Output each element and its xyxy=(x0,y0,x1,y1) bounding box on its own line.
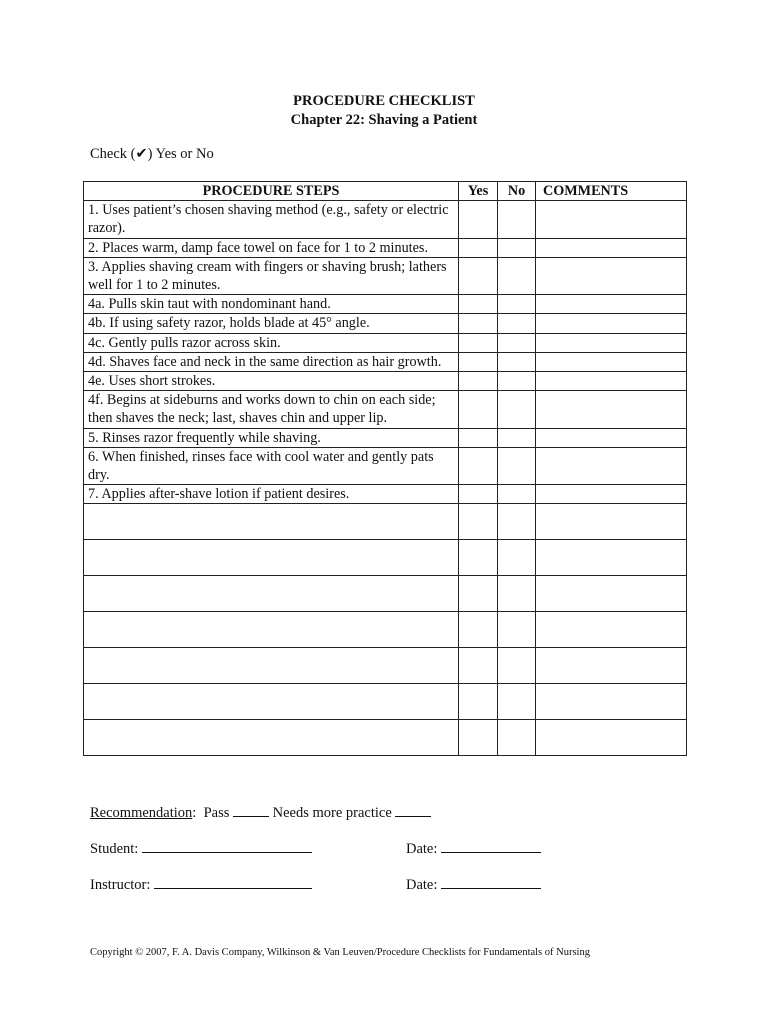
comment-cell[interactable] xyxy=(536,684,687,720)
yes-checkbox-cell[interactable] xyxy=(459,257,498,294)
blank-step-cell[interactable] xyxy=(84,540,459,576)
yes-checkbox-cell[interactable] xyxy=(459,612,498,648)
no-checkbox-cell[interactable] xyxy=(498,612,536,648)
no-checkbox-cell[interactable] xyxy=(498,648,536,684)
step-text: 5. Rinses razor frequently while shaving. xyxy=(84,428,459,447)
comment-cell[interactable] xyxy=(536,428,687,447)
comment-cell[interactable] xyxy=(536,257,687,294)
page-title: PROCEDURE CHECKLIST xyxy=(293,93,475,109)
blank-row xyxy=(84,540,687,576)
no-checkbox-cell[interactable] xyxy=(498,238,536,257)
table-row xyxy=(84,447,687,484)
yes-checkbox-cell[interactable] xyxy=(459,372,498,391)
yes-checkbox-cell[interactable] xyxy=(459,504,498,540)
pass-blank[interactable] xyxy=(233,802,269,817)
no-checkbox-cell[interactable] xyxy=(498,257,536,294)
no-checkbox-cell[interactable] xyxy=(498,720,536,756)
yes-checkbox-cell[interactable] xyxy=(459,333,498,352)
date-label: Date: xyxy=(406,841,438,857)
table-row xyxy=(84,428,687,447)
table-row xyxy=(84,333,687,352)
table-row xyxy=(84,485,687,504)
column-header-steps: PROCEDURE STEPS xyxy=(84,182,459,201)
table-header-row xyxy=(84,182,687,201)
instructor-date-blank[interactable] xyxy=(441,874,541,889)
column-header-no: No xyxy=(498,182,536,201)
no-checkbox-cell[interactable] xyxy=(498,576,536,612)
blank-step-cell[interactable] xyxy=(84,720,459,756)
recommendation-line xyxy=(90,802,431,822)
pass-label: Pass xyxy=(203,805,230,821)
blank-row xyxy=(84,576,687,612)
comment-cell[interactable] xyxy=(536,576,687,612)
comment-cell[interactable] xyxy=(536,504,687,540)
step-text: 4a. Pulls skin taut with nondominant hand. xyxy=(84,295,459,314)
yes-checkbox-cell[interactable] xyxy=(459,428,498,447)
table-row xyxy=(84,314,687,333)
recommendation-label: Recommendation xyxy=(90,805,193,821)
no-checkbox-cell[interactable] xyxy=(498,372,536,391)
yes-checkbox-cell[interactable] xyxy=(459,201,498,238)
yes-checkbox-cell[interactable] xyxy=(459,314,498,333)
comment-cell[interactable] xyxy=(536,201,687,238)
blank-row xyxy=(84,612,687,648)
no-checkbox-cell[interactable] xyxy=(498,428,536,447)
student-name-blank[interactable] xyxy=(142,838,312,853)
step-text: 4b. If using safety razor, holds blade at 45° angle. xyxy=(84,314,459,333)
no-checkbox-cell[interactable] xyxy=(498,485,536,504)
yes-checkbox-cell[interactable] xyxy=(459,238,498,257)
instructor-name-blank[interactable] xyxy=(154,874,312,889)
table-body xyxy=(84,201,687,756)
no-checkbox-cell[interactable] xyxy=(498,333,536,352)
step-text: 4e. Uses short strokes. xyxy=(84,372,459,391)
blank-row xyxy=(84,684,687,720)
student-signature-line xyxy=(90,838,312,858)
yes-checkbox-cell[interactable] xyxy=(459,540,498,576)
no-checkbox-cell[interactable] xyxy=(498,201,536,238)
step-text: 3. Applies shaving cream with fingers or shaving brush; lathers well for 1 to 2 minutes. xyxy=(84,257,459,294)
no-checkbox-cell[interactable] xyxy=(498,352,536,371)
student-label: Student: xyxy=(90,841,139,857)
comment-cell[interactable] xyxy=(536,540,687,576)
step-text: 1. Uses patient’s chosen shaving method (e.g., safety or electric razor). xyxy=(84,201,459,238)
blank-step-cell[interactable] xyxy=(84,504,459,540)
step-text: 4d. Shaves face and neck in the same direction as hair growth. xyxy=(84,352,459,371)
no-checkbox-cell[interactable] xyxy=(498,391,536,428)
yes-checkbox-cell[interactable] xyxy=(459,684,498,720)
no-checkbox-cell[interactable] xyxy=(498,314,536,333)
comment-cell[interactable] xyxy=(536,612,687,648)
column-header-comments: COMMENTS xyxy=(536,182,687,201)
blank-step-cell[interactable] xyxy=(84,684,459,720)
comment-cell[interactable] xyxy=(536,333,687,352)
comment-cell[interactable] xyxy=(536,648,687,684)
step-text: 2. Places warm, damp face towel on face for 1 to 2 minutes. xyxy=(84,238,459,257)
column-header-yes: Yes xyxy=(459,182,498,201)
step-text: 4c. Gently pulls razor across skin. xyxy=(84,333,459,352)
instructor-date-line xyxy=(406,874,541,894)
yes-checkbox-cell[interactable] xyxy=(459,295,498,314)
table-row xyxy=(84,352,687,371)
yes-checkbox-cell[interactable] xyxy=(459,720,498,756)
comment-cell[interactable] xyxy=(536,372,687,391)
needs-practice-label: Needs more practice xyxy=(272,805,392,821)
blank-row xyxy=(84,720,687,756)
no-checkbox-cell[interactable] xyxy=(498,684,536,720)
step-text: 4f. Begins at sideburns and works down to chin on each side; then shaves the neck; last, shaves chin and upper lip. xyxy=(84,391,459,428)
yes-checkbox-cell[interactable] xyxy=(459,391,498,428)
page-subtitle: Chapter 22: Shaving a Patient xyxy=(290,112,478,128)
table-row xyxy=(84,295,687,314)
blank-step-cell[interactable] xyxy=(84,612,459,648)
comment-cell[interactable] xyxy=(536,485,687,504)
yes-checkbox-cell[interactable] xyxy=(459,352,498,371)
comment-cell[interactable] xyxy=(536,391,687,428)
blank-step-cell[interactable] xyxy=(84,648,459,684)
blank-row xyxy=(84,504,687,540)
instructor-signature-line xyxy=(90,874,312,894)
step-text: 7. Applies after-shave lotion if patient desires. xyxy=(84,485,459,504)
no-checkbox-cell[interactable] xyxy=(498,447,536,484)
yes-checkbox-cell[interactable] xyxy=(459,648,498,684)
no-checkbox-cell[interactable] xyxy=(498,540,536,576)
blank-step-cell[interactable] xyxy=(84,576,459,612)
procedure-table xyxy=(83,181,687,756)
student-date-blank[interactable] xyxy=(441,838,541,853)
no-checkbox-cell[interactable] xyxy=(498,504,536,540)
yes-checkbox-cell[interactable] xyxy=(459,485,498,504)
comment-cell[interactable] xyxy=(536,238,687,257)
blank-row xyxy=(84,648,687,684)
yes-checkbox-cell[interactable] xyxy=(459,447,498,484)
check-instruction: Check (✔) Yes or No xyxy=(90,146,214,162)
comment-cell[interactable] xyxy=(536,720,687,756)
table-row xyxy=(84,238,687,257)
comment-cell[interactable] xyxy=(536,447,687,484)
recommendation-colon: : xyxy=(192,805,204,821)
comment-cell[interactable] xyxy=(536,352,687,371)
copyright-footer: Copyright © 2007, F. A. Davis Company, Wilkinson & Van Leuven/Procedure Checklists for Fundamentals of Nursing xyxy=(90,947,590,958)
step-text: 6. When finished, rinses face with cool water and gently pats dry. xyxy=(84,447,459,484)
instructor-label: Instructor: xyxy=(90,877,151,893)
date-label: Date: xyxy=(406,877,438,893)
comment-cell[interactable] xyxy=(536,295,687,314)
needs-practice-blank[interactable] xyxy=(395,802,431,817)
table-row xyxy=(84,257,687,294)
table-row xyxy=(84,391,687,428)
table-row xyxy=(84,372,687,391)
student-date-line xyxy=(406,838,541,858)
no-checkbox-cell[interactable] xyxy=(498,295,536,314)
yes-checkbox-cell[interactable] xyxy=(459,576,498,612)
comment-cell[interactable] xyxy=(536,314,687,333)
table-row xyxy=(84,201,687,238)
